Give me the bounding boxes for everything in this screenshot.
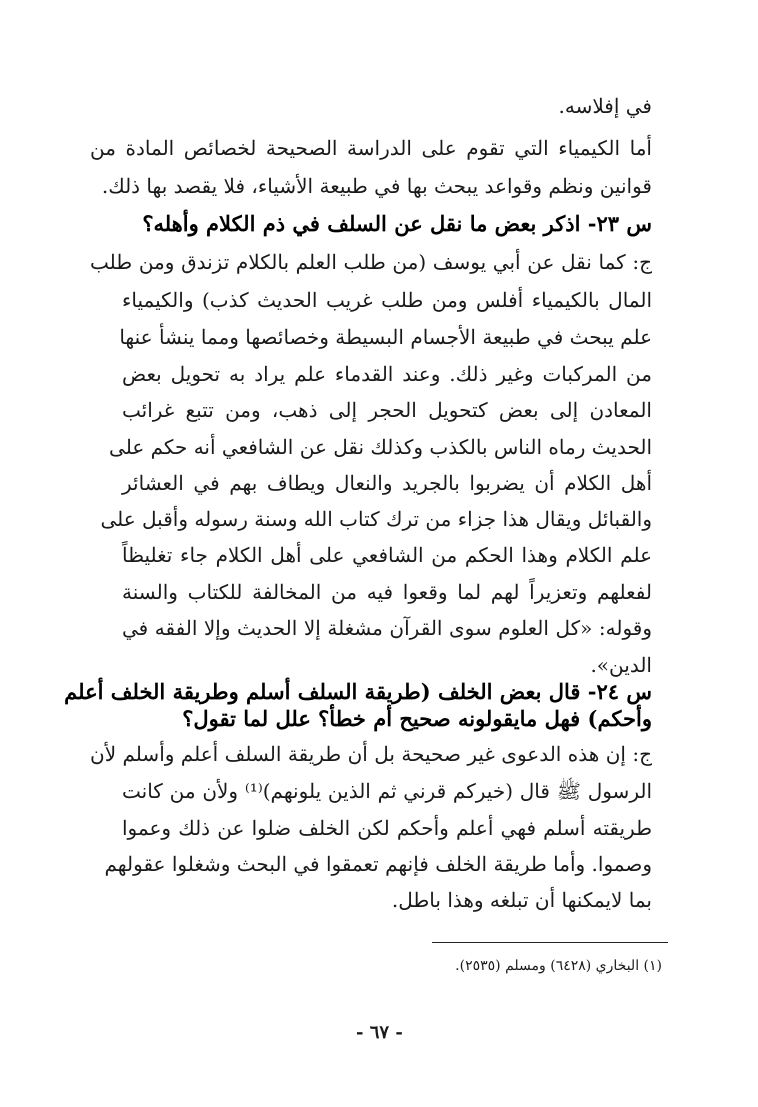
text-line-5: ج: كما نقل عن أبي يوسف (من طلب العلم بالكلام تزندق ومن طلب: [90, 250, 652, 274]
text-line-7: علم يبحث في طبيعة الأجسام البسيطة وخصائصها ومما ينشأ عنها: [119, 325, 652, 349]
text-line-20: الرسول ﷺ قال (خيركم قرني ثم الذين يلونهم)⁽¹⁾ ولأن من كانت: [122, 779, 652, 803]
text-line-6: المال بالكيمياء أفلس ومن طلب غريب الحديث كذب) والكيمياء: [122, 288, 652, 312]
text-line-9: المعادن إلى بعض كتحويل الحجر إلى ذهب، ومن تتبع غرائب: [122, 398, 652, 422]
question-24-heading: س ٢٤- قال بعض الخلف (طريقة السلف أسلم وطريقة الخلف أعلم: [64, 679, 652, 704]
text-line-23: بما لايمكنها أن تبلغه وهذا باطل.: [391, 888, 652, 912]
text-line-8: من المركبات وغير ذلك. وعند القدماء علم يراد به تحويل بعض: [122, 362, 652, 386]
text-line-1: في إفلاسه.: [558, 94, 652, 118]
text-line-14: لفعلهم وتعزيراً لهم لما وقعوا فيه من المخالفة للكتاب والسنة: [122, 580, 653, 604]
text-line-21: طريقته أسلم فهي أعلم وأحكم لكن الخلف ضلوا عن ذلك وعموا: [122, 816, 652, 840]
footnote-separator: [432, 942, 668, 943]
text-line-19: ج: إن هذه الدعوى غير صحيحة بل أن طريقة السلف أعلم وأسلم لأن: [90, 742, 652, 766]
text-line-11: أهل الكلام أن يضربوا بالجريد والنعال ويطاف بهم في العشائر: [122, 471, 652, 495]
text-line-10: الحديث رماه الناس بالكذب وكذلك نقل عن الشافعي أنه حكم على: [109, 435, 652, 459]
text-line-15: وقوله: «كل العلوم سوى القرآن مشغلة إلا الحديث وإلا الفقه في: [122, 616, 652, 640]
page-number: - ٦٧ -: [356, 1022, 403, 1043]
text-line-3: قوانين ونظم وقواعد يبحث بها في طبيعة الأشياء، فلا يقصد بها ذلك.: [101, 174, 652, 198]
question-24-heading-cont: وأحكم) فهل مايقولونه صحيح أم خطأ؟ علل لما تقول؟: [182, 706, 652, 731]
text-line-16: الدين».: [590, 653, 652, 677]
text-line-2: أما الكيمياء التي تقوم على الدراسة الصحيحة لخصائص المادة من: [90, 136, 652, 160]
footnote: (١) البخاري (٦٤٢٨) ومسلم (٢٥٣٥).: [455, 958, 662, 974]
text-line-12: والقبائل ويقال هذا جزاء من ترك كتاب الله وسنة رسوله وأقبل على: [100, 507, 652, 531]
question-23-heading: س ٢٣- اذكر بعض ما نقل عن السلف في ذم الكلام وأهله؟: [142, 211, 652, 236]
text-line-13: علم الكلام وهذا الحكم من الشافعي على أهل الكلام جاء تغليظاً: [122, 543, 652, 567]
text-line-22: وصموا. وأما طريقة الخلف فإنهم تعمقوا في البحث وشغلوا عقولهم: [104, 852, 652, 876]
